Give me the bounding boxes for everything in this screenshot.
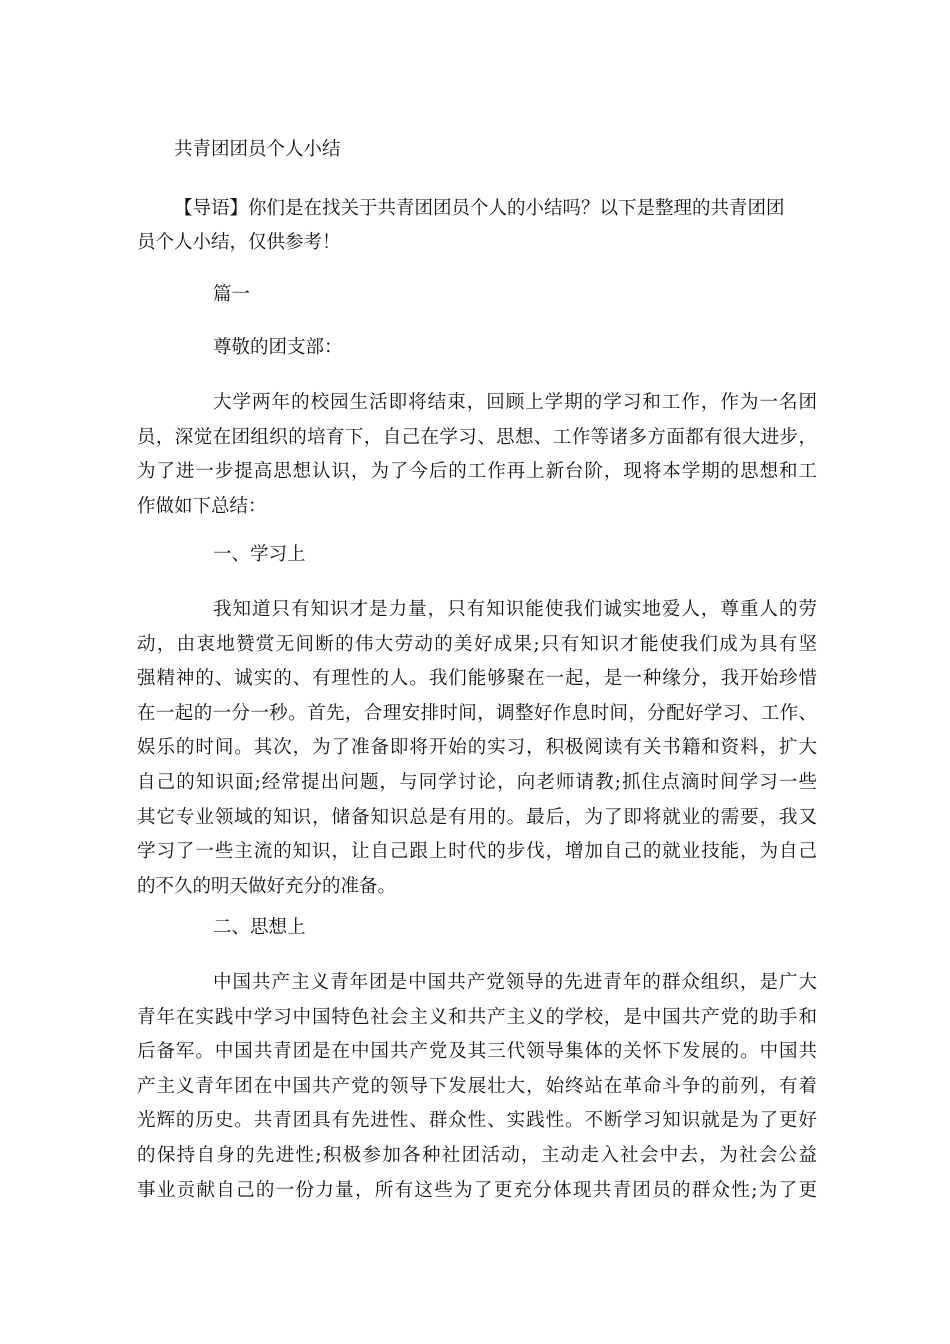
paragraph-line: 员，深觉在团组织的培育下，自己在学习、思想、工作等诸多方面都有很大进步，: [137, 426, 817, 448]
paragraph-line: 学习了一些主流的知识，让自己跟上时代的步伐，增加自己的就业技能，为自己: [137, 841, 817, 863]
paragraph-line: 中国共产主义青年团是中国共产党领导的先进青年的群众组织，是广大: [213, 972, 817, 993]
paragraph-line: 强精神的、诚实的、有理性的人。我们能够聚在一起，是一种缘分，我开始珍惜: [137, 668, 817, 690]
paragraph-line: 的保持自身的先进性;积极参加各种社团活动，主动走入社会中去，为社会公益: [137, 1144, 817, 1166]
paragraph-line: 产主义青年团在中国共产党的领导下发展壮大，始终站在革命斗争的前列，有着: [137, 1075, 817, 1097]
paragraph-line: 的不久的明天做好充分的准备。: [137, 875, 397, 897]
section-heading-thought: 二、思想上: [213, 917, 306, 938]
paragraph-line: 其它专业领域的知识，储备知识总是有用的。最后，为了即将就业的需要，我又: [137, 806, 817, 828]
paragraph-line: 我知道只有知识才是力量，只有知识能使我们诚实地爱人，尊重人的劳: [213, 599, 817, 620]
section-label: 篇一: [213, 284, 251, 305]
paragraph-line: 后备军。中国共青团是在中国共产党及其三代领导集体的关怀下发展的。中国共: [137, 1041, 817, 1063]
paragraph-line: 动，由衷地赞赏无间断的伟大劳动的美好成果;只有知识才能使我们成为具有坚: [137, 633, 817, 655]
paragraph-line: 作做如下总结：: [137, 495, 267, 517]
paragraph-study: [137, 593, 817, 904]
paragraph-line: 事业贡献自己的一份力量，所有这些为了更充分体现共青团员的群众性;为了更: [137, 1179, 817, 1201]
intro-line: 员个人小结，仅供参考！: [137, 232, 341, 253]
paragraph-line: 自己的知识面;经常提出问题，与同学讨论，向老师请教;抓住点滴时间学习一些: [137, 771, 817, 793]
document-title: 共青团团员个人小结: [174, 139, 341, 160]
paragraph-line: 大学两年的校园生活即将结束，回顾上学期的学习和工作，作为一名团: [213, 392, 817, 413]
paragraph-line: 在一起的一分一秒。首先，合理安排时间，调整好作息时间，分配好学习、工作、: [137, 702, 817, 724]
paragraph-line: 青年在实践中学习中国特色社会主义和共产主义的学校，是中国共产党的助手和: [137, 1006, 817, 1028]
paragraph-line: 娱乐的时间。其次，为了准备即将开始的实习，积极阅读有关书籍和资料，扩大: [137, 737, 817, 759]
intro-paragraph: [137, 192, 817, 260]
paragraph-thought: [137, 966, 817, 1208]
salutation: 尊敬的团支部：: [213, 337, 343, 358]
paragraph-intro-summary: [137, 386, 817, 524]
section-heading-study: 一、学习上: [213, 544, 306, 565]
paragraph-line: 为了进一步提高思想认识，为了今后的工作再上新台阶，现将本学期的思想和工: [137, 461, 817, 483]
intro-line: 【导语】你们是在找关于共青团团员个人的小结吗？以下是整理的共青团团: [174, 198, 785, 219]
paragraph-line: 光辉的历史。共青团具有先进性、群众性、实践性。不断学习知识就是为了更好: [137, 1110, 817, 1132]
